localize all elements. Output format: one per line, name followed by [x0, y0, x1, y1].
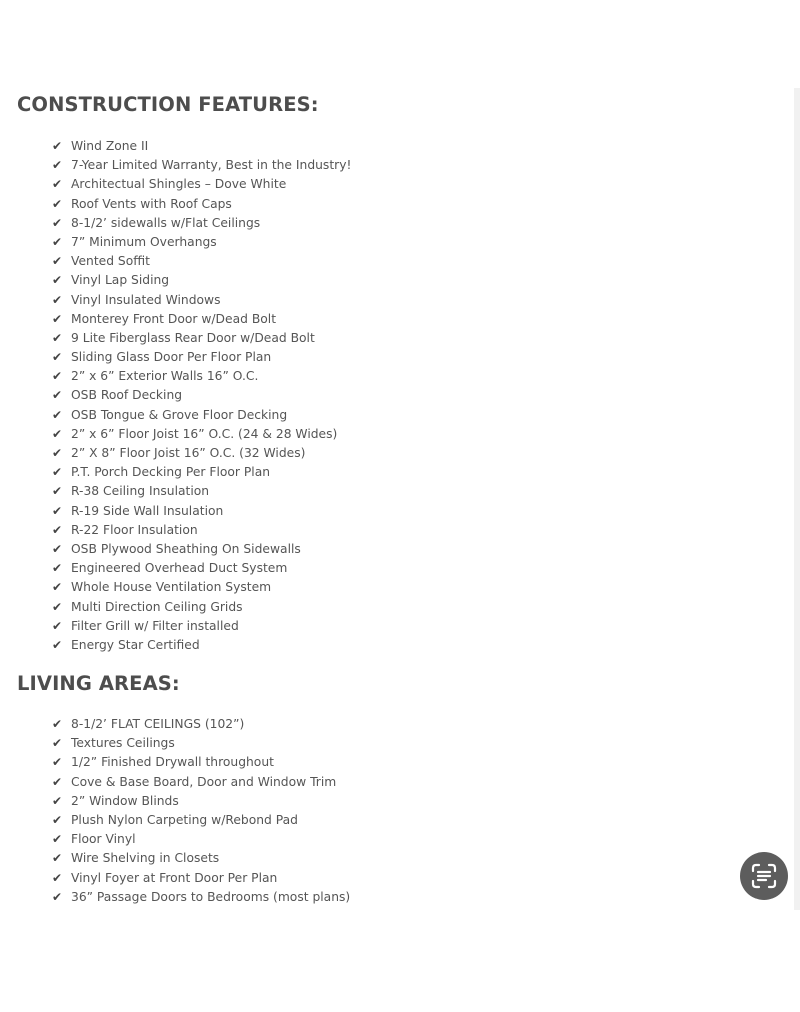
checkmark-icon: ✔ [52, 446, 63, 460]
feature-item-label: 2” X 8” Floor Joist 16” O.C. (32 Wides) [71, 446, 306, 460]
feature-item-label: Vinyl Lap Siding [71, 273, 170, 288]
checkmark-icon: ✔ [52, 254, 63, 269]
checkmark-icon: ✔ [52, 851, 63, 866]
page-edge [794, 88, 800, 910]
feature-item [52, 348, 351, 367]
feature-item [52, 869, 350, 888]
feature-item-label: Cove & Base Board, Door and Window Trim [71, 774, 337, 789]
checkmark-icon: ✔ [52, 755, 63, 770]
checkmark-icon: ✔ [52, 388, 63, 403]
checkmark-icon: ✔ [52, 736, 63, 751]
feature-item [52, 849, 350, 868]
feature-item-label: OSB Plywood Sheathing On Sidewalls [71, 541, 301, 556]
checkmark-icon: ✔ [52, 832, 63, 847]
feature-item-label: 7” Minimum Overhangs [71, 234, 217, 249]
checkmark-icon: ✔ [52, 350, 63, 365]
feature-item [52, 310, 351, 329]
checkmark-icon: ✔ [52, 889, 63, 904]
checkmark-icon: ✔ [52, 793, 63, 808]
checkmark-icon: ✔ [52, 812, 63, 827]
feature-item [52, 195, 351, 214]
feature-item-label: Wind Zone II [71, 139, 149, 153]
feature-item-label: OSB Roof Decking [71, 388, 183, 403]
feature-item [52, 252, 351, 271]
feature-item [52, 463, 351, 482]
checkmark-icon: ✔ [52, 870, 63, 885]
checkmark-icon: ✔ [52, 215, 63, 230]
feature-item-label: Vinyl Foyer at Front Door Per Plan [71, 870, 278, 885]
feature-item-label: R-22 Floor Insulation [71, 522, 198, 537]
checkmark-icon: ✔ [52, 637, 63, 652]
checkmark-icon: ✔ [52, 369, 63, 384]
feature-item-label: P.T. Porch Decking Per Floor Plan [71, 465, 271, 480]
feature-item [52, 425, 351, 444]
feature-item-label: 7-Year Limited Warranty, Best in the Industry! [71, 158, 352, 173]
feature-item-label: Vinyl Insulated Windows [71, 292, 221, 307]
feature-item [52, 540, 351, 559]
scan-text-icon [750, 862, 778, 890]
feature-item-label: 8-1/2’ FLAT CEILINGS (102”) [71, 717, 245, 731]
feature-item-label: Vented Soffit [71, 254, 150, 269]
checkmark-icon: ✔ [52, 426, 63, 441]
checkmark-icon: ✔ [52, 503, 63, 518]
feature-item [52, 636, 351, 655]
checkmark-icon: ✔ [52, 541, 63, 556]
feature-item [52, 137, 351, 156]
checkmark-icon: ✔ [52, 292, 63, 307]
checkmark-icon: ✔ [52, 717, 63, 731]
feature-item [52, 406, 351, 425]
feature-item [52, 617, 351, 636]
feature-item-label: Multi Direction Ceiling Grids [71, 599, 243, 614]
feature-item [52, 291, 351, 310]
checkmark-icon: ✔ [52, 196, 63, 211]
checkmark-icon: ✔ [52, 774, 63, 789]
feature-item [52, 753, 350, 772]
feature-item [52, 214, 351, 233]
checkmark-icon: ✔ [52, 330, 63, 345]
feature-item [52, 444, 351, 463]
feature-item-label: Filter Grill w/ Filter installed [71, 618, 239, 633]
feature-item-label: 2” x 6” Floor Joist 16” O.C. (24 & 28 Wides) [71, 426, 338, 441]
section-title-living-areas: LIVING AREAS: [17, 672, 180, 695]
checkmark-icon: ✔ [52, 234, 63, 249]
living-areas-list [52, 715, 350, 907]
feature-item-label: Sliding Glass Door Per Floor Plan [71, 350, 272, 365]
feature-item-label: 36” Passage Doors to Bedrooms (most plans) [71, 889, 351, 904]
feature-item [52, 156, 351, 175]
feature-item-label: Engineered Overhead Duct System [71, 561, 288, 576]
checkmark-icon: ✔ [52, 158, 63, 173]
feature-item [52, 734, 350, 753]
feature-item [52, 888, 350, 907]
feature-item-label: R-19 Side Wall Insulation [71, 503, 224, 518]
checkmark-icon: ✔ [52, 311, 63, 326]
feature-item [52, 521, 351, 540]
checkmark-icon: ✔ [52, 580, 63, 595]
feature-item-label: Energy Star Certified [71, 637, 200, 652]
checkmark-icon: ✔ [52, 465, 63, 480]
checkmark-icon: ✔ [52, 177, 63, 192]
feature-item-label: Whole House Ventilation System [71, 580, 272, 595]
section-title-construction-features: CONSTRUCTION FEATURES: [17, 93, 319, 116]
feature-item-label: OSB Tongue & Grove Floor Decking [71, 407, 288, 422]
checkmark-icon: ✔ [52, 407, 63, 422]
feature-item-label: Wire Shelving in Closets [71, 851, 220, 866]
checkmark-icon: ✔ [52, 522, 63, 537]
feature-item [52, 502, 351, 521]
construction-features-list [52, 137, 351, 655]
feature-item-label: 8-1/2’ sidewalls w/Flat Ceilings [71, 215, 261, 230]
feature-item [52, 792, 350, 811]
feature-item [52, 386, 351, 405]
feature-item-label: R-38 Ceiling Insulation [71, 484, 210, 499]
checkmark-icon: ✔ [52, 139, 63, 153]
scan-text-button[interactable] [740, 852, 788, 900]
feature-item [52, 830, 350, 849]
feature-item-label: 1/2” Finished Drywall throughout [71, 755, 274, 770]
feature-item [52, 367, 351, 386]
feature-item [52, 578, 351, 597]
feature-item-label: Floor Vinyl [71, 832, 136, 847]
feature-item-label: Plush Nylon Carpeting w/Rebond Pad [71, 812, 298, 827]
feature-item [52, 598, 351, 617]
feature-item [52, 175, 351, 194]
feature-item-label: Textures Ceilings [71, 736, 175, 751]
checkmark-icon: ✔ [52, 484, 63, 499]
feature-item-label: 2” Window Blinds [71, 793, 179, 808]
checkmark-icon: ✔ [52, 561, 63, 576]
feature-item-label: 9 Lite Fiberglass Rear Door w/Dead Bolt [71, 330, 315, 345]
checkmark-icon: ✔ [52, 599, 63, 614]
checkmark-icon: ✔ [52, 273, 63, 288]
feature-item [52, 773, 350, 792]
feature-item [52, 233, 351, 252]
feature-item [52, 559, 351, 578]
feature-item [52, 271, 351, 290]
checkmark-icon: ✔ [52, 618, 63, 633]
feature-item-label: Roof Vents with Roof Caps [71, 196, 232, 211]
feature-item [52, 715, 350, 734]
feature-item-label: 2” x 6” Exterior Walls 16” O.C. [71, 369, 259, 384]
feature-item [52, 811, 350, 830]
feature-item [52, 329, 351, 348]
feature-item [52, 482, 351, 501]
feature-item-label: Monterey Front Door w/Dead Bolt [71, 311, 277, 326]
feature-item-label: Architectual Shingles – Dove White [71, 177, 287, 192]
